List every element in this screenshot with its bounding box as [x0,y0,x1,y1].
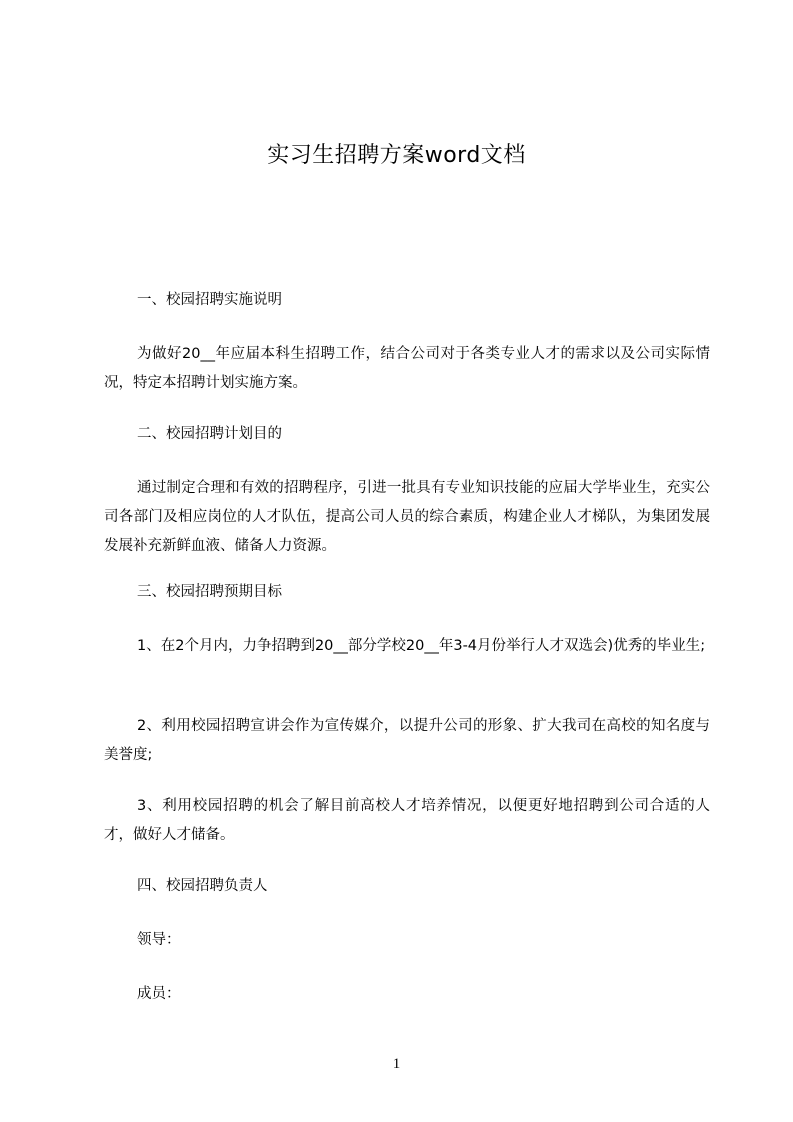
section-heading-2: 二、校园招聘计划目的 [137,426,282,442]
section-heading-4: 四、校园招聘负责人 [137,878,268,894]
section-1-paragraph: 为做好20__年应届本科生招聘工作，结合公司对于各类专业人才的需求以及公司实际情况，特定本招聘计划实施方案。 [104,346,710,391]
section-3-item-1: 1、在2个月内，力争招聘到20__部分学校20__年3-4月份举行人才双选会)优秀的毕业生; [137,638,706,654]
document-title: 实习生招聘方案word文档 [267,143,526,168]
section-3-item-3: 3、利用校园招聘的机会了解目前高校人才培养情况，以便更好地招聘到公司合适的人才，做好人才储备。 [104,798,710,843]
leader-field: 领导： [137,932,181,948]
section-heading-1: 一、校园招聘实施说明 [137,292,282,308]
section-2-paragraph: 通过制定合理和有效的招聘程序，引进一批具有专业知识技能的应届大学毕业生，充实公司各部门及相应岗位的人才队伍，提高公司人员的综合素质，构建企业人才梯队，为集团发展发展补充新鲜血液、储备人力资源。 [104,480,710,554]
page-number: 1 [392,1056,401,1072]
section-3-item-2: 2、利用校园招聘宣讲会作为宣传媒介，以提升公司的形象、扩大我司在高校的知名度与美誉度; [104,718,710,763]
members-field: 成员： [137,986,181,1002]
section-heading-3: 三、校园招聘预期目标 [137,584,282,600]
